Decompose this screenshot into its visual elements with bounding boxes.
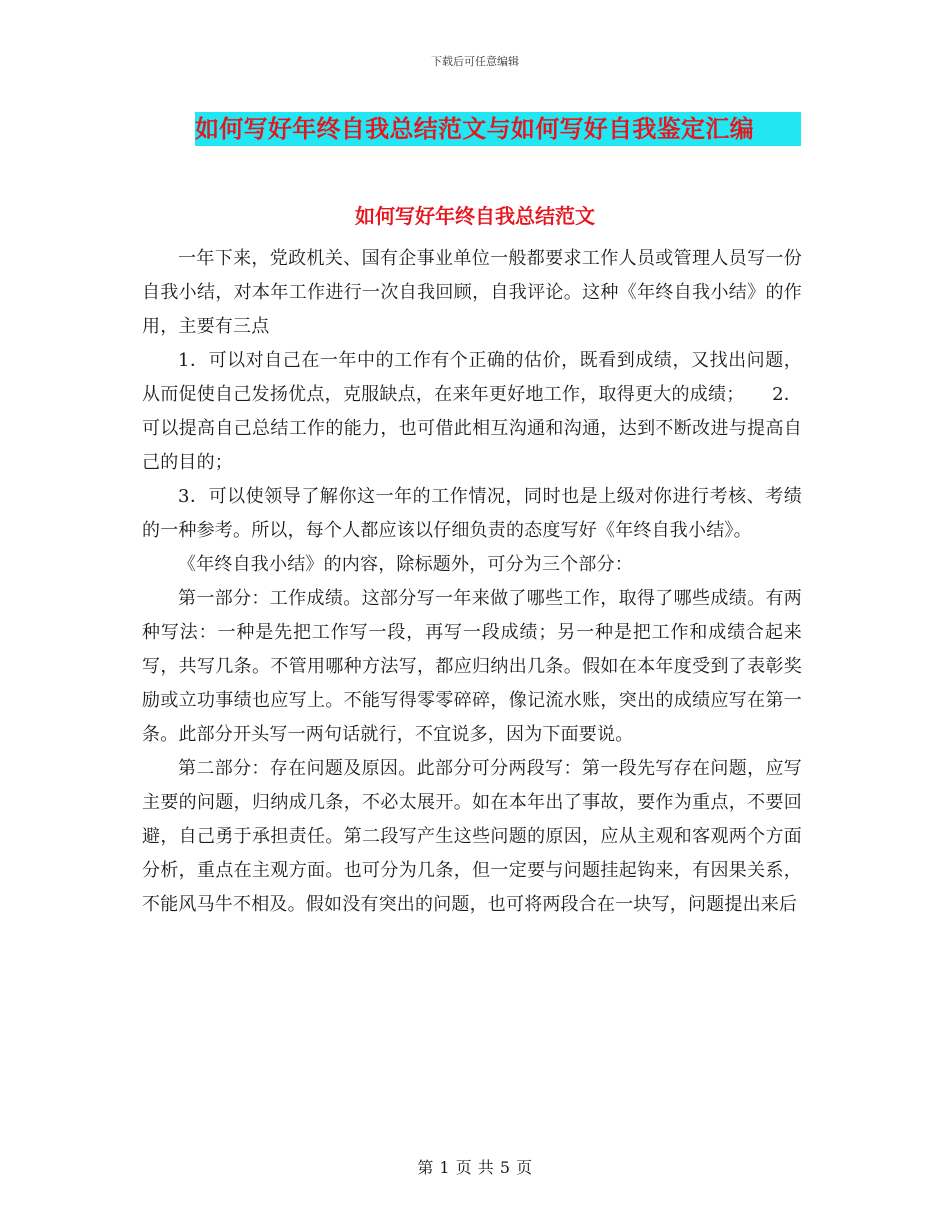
paragraph-content-overview: 《年终自我小结》的内容，除标题外，可分为三个部分：	[178, 554, 633, 575]
document-title: 如何写好年终自我总结范文与如何写好自我鉴定汇编	[195, 112, 801, 146]
page-number: 第 1 页 共 5 页	[417, 1158, 533, 1177]
paragraph-part-two: 第二部分：存在问题及原因。此部分可分两段写：第一段先写存在问题，应写主要的问题，归纳成几条，不必太展开。如在本年出了事故，要作为重点，不要回避，自己勇于承担责任。第二段写产生这些问题的原因，应从主观和客观两个方面分析，重点在主观方面。也可分为几条，但一定要与问题挂起钩来，有因果关系，不能风马牛不相及。假如没有突出的问题，也可将两段合在一块写，问题提出来后	[142, 758, 802, 915]
paragraph-intro: 一年下来，党政机关、国有企事业单位一般都要求工作人员或管理人员写一份自我小结，对本年工作进行一次自我回顾，自我评论。这种《年终自我小结》的作用，主要有三点	[142, 248, 802, 337]
header-note: 下载后可任意编辑	[431, 55, 519, 68]
paragraph-point-3: 3．可以使领导了解你这一年的工作情况，同时也是上级对你进行考核、考绩的一种参考。所以，每个人都应该以仔细负责的态度写好《年终自我小结》。	[142, 486, 802, 541]
paragraph-point-1-2: 1．可以对自己在一年中的工作有个正确的估价，既看到成绩，又找出问题，从而促使自己发扬优点，克服缺点，在来年更好地工作，取得更大的成绩； 2．可以提高自己总结工作的能力，也可借此相互沟通和沟通，达到不断改进与提高自己的目的；	[142, 350, 802, 473]
document-body	[142, 242, 802, 922]
section-title: 如何写好年终自我总结范文	[355, 204, 595, 228]
paragraph-part-one: 第一部分：工作成绩。这部分写一年来做了哪些工作，取得了哪些成绩。有两种写法：一种是先把工作写一段，再写一段成绩；另一种是把工作和成绩合起来写，共写几条。不管用哪种方法写，都应归纳出几条。假如在本年度受到了表彰奖励或立功事绩也应写上。不能写得零零碎碎，像记流水账，突出的成绩应写在第一条。此部分开头写一两句话就行，不宜说多，因为下面要说。	[142, 588, 802, 745]
